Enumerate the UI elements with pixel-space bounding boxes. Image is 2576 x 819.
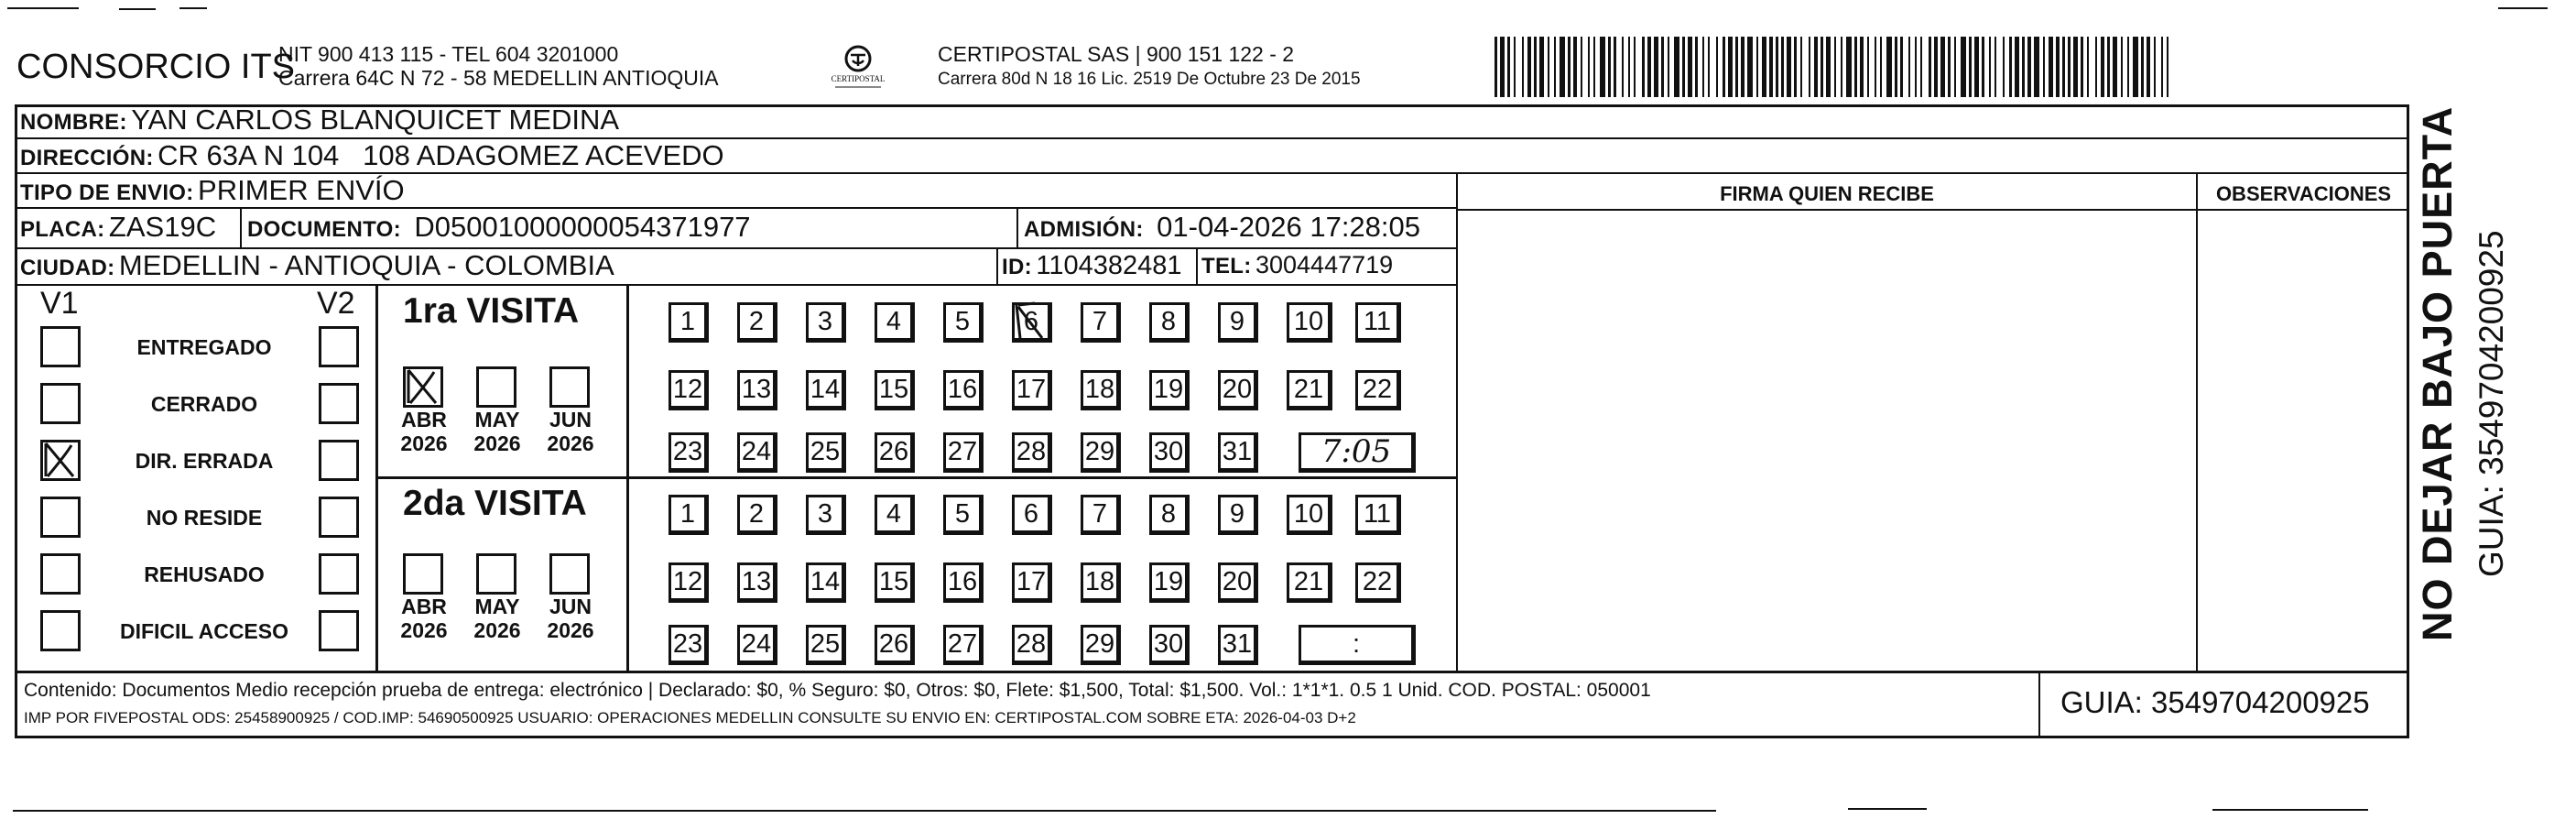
visit1-day-18[interactable]: 18 [1081,370,1121,410]
visit1-day-20[interactable]: 20 [1218,370,1258,410]
document-row [247,211,751,244]
v1-checkbox[interactable] [40,497,81,538]
visit2-month-checkbox[interactable] [403,553,443,595]
visit2-day-2[interactable]: 2 [737,495,777,535]
address-row [20,139,724,172]
v2-checkbox[interactable] [319,440,359,481]
id-label: ID: [1002,255,1032,279]
visit1-day-16[interactable]: 16 [943,370,984,410]
barcode [1495,37,2178,97]
v1-checkbox[interactable] [40,440,81,481]
visit2-day-16[interactable]: 16 [943,562,984,603]
scan-mark [119,8,156,10]
visit2-day-6[interactable]: 6 [1012,495,1052,535]
visit2-day-23[interactable]: 23 [668,625,709,665]
v2-label: V2 [317,286,355,321]
visit2-day-5[interactable]: 5 [943,495,984,535]
scan-mark [7,7,79,9]
visit1-day-9[interactable]: 9 [1218,302,1258,343]
scan-mark [179,7,207,9]
visit2-day-8[interactable]: 8 [1149,495,1190,535]
visit1-day-21[interactable]: 21 [1287,370,1332,410]
visit2-day-11[interactable]: 11 [1355,495,1401,535]
visit1-day-27[interactable]: 27 [943,432,984,473]
name-row [20,104,619,136]
visit2-month-checkbox[interactable] [476,553,516,595]
visit2-day-22[interactable]: 22 [1355,562,1401,603]
visit1-day-4[interactable]: 4 [875,302,915,343]
visit1-day-29[interactable]: 29 [1081,432,1121,473]
visit1-day-22[interactable]: 22 [1355,370,1401,410]
visit2-month-label: JUN [549,595,592,618]
visit1-day-7[interactable]: 7 [1081,302,1121,343]
visit1-day-5[interactable]: 5 [943,302,984,343]
visit1-month-year: 2026 [473,431,521,455]
address-value: CR 63A N 104 108 ADAGOMEZ ACEVEDO [158,139,724,171]
visit1-month-year: 2026 [400,431,448,455]
signature-area[interactable] [1460,213,2194,669]
visit1-day-26[interactable]: 26 [875,432,915,473]
status-label: DIFICIL ACCESO [119,619,288,643]
visit1-day-1[interactable]: 1 [668,302,709,343]
v1-checkbox[interactable] [40,610,81,651]
visit1-title: 1ra VISITA [403,291,580,331]
id-row [1002,251,1182,281]
plate-value: ZAS19C [108,211,217,243]
v1-checkbox[interactable] [40,326,81,367]
visit2-day-24[interactable]: 24 [737,625,777,665]
certipostal-logo [819,42,897,92]
visit1-day-30[interactable]: 30 [1149,432,1190,473]
city-value: MEDELLIN - ANTIOQUIA - COLOMBIA [118,249,614,281]
visit2-day-30[interactable]: 30 [1149,625,1190,665]
certipostal-line2: Carrera 80d N 18 16 Lic. 2519 De Octubre 23 De 2015 [938,70,1361,89]
shipping-row [20,174,405,207]
v2-checkbox[interactable] [319,497,359,538]
visit2-day-1[interactable]: 1 [668,495,709,535]
address-label: DIRECCIÓN: [20,146,154,170]
visit1-day-13[interactable]: 13 [737,370,777,410]
visit2-day-4[interactable]: 4 [875,495,915,535]
visit2-month-checkbox[interactable] [549,553,590,595]
visit1-day-10[interactable]: 10 [1287,302,1332,343]
name-label: NOMBRE: [20,110,127,135]
tel-value: 3004447719 [1255,251,1394,278]
shipping-label: TIPO DE ENVIO: [20,180,194,205]
v2-checkbox[interactable] [319,326,359,367]
city-label: CIUDAD: [20,256,115,280]
visit1-day-25[interactable]: 25 [806,432,846,473]
observations-header: OBSERVACIONES [2215,182,2392,205]
id-value: 1104382481 [1036,251,1182,280]
visit2-day-29[interactable]: 29 [1081,625,1121,665]
side-guia: GUIA: 3549704200925 [2473,230,2510,577]
visit2-day-14[interactable]: 14 [806,562,846,603]
v2-checkbox[interactable] [319,553,359,595]
visit2-month-year: 2026 [547,618,594,642]
visit1-month-label: ABR [401,408,447,431]
visit2-day-27[interactable]: 27 [943,625,984,665]
visit2-day-28[interactable]: 28 [1012,625,1052,665]
visit1-month-checkbox[interactable] [403,366,443,408]
scan-edge [13,810,1716,812]
visit1-time-box[interactable]: 7:05 [1299,432,1416,473]
visit2-day-17[interactable]: 17 [1012,562,1052,603]
visit1-month-label: JUN [549,408,592,431]
visit1-day-12[interactable]: 12 [668,370,709,410]
admission-value: 01-04-2026 17:28:05 [1157,211,1421,243]
scan-edge [2212,809,2368,811]
v1-checkbox[interactable] [40,383,81,424]
visit1-day-8[interactable]: 8 [1149,302,1190,343]
company-address: Carrera 64C N 72 - 58 MEDELLIN ANTIOQUIA [278,66,719,90]
visit2-month-year: 2026 [473,618,521,642]
v2-checkbox[interactable] [319,383,359,424]
admission-row [1024,211,1420,244]
v1-checkbox[interactable] [40,553,81,595]
visit2-day-3[interactable]: 3 [806,495,846,535]
v1-label: V1 [40,286,79,321]
footer-content: Contenido: Documentos Medio recepción prueba de entrega: electrónico | Declarado: $0, % Seguro: $0, Otros: $0, Flete: $1,500, Total: $1,500. Vol.: 1*1*1. 0.5 1 Unid. COD. POSTAL: 050001 [24,680,1651,701]
visit2-day-10[interactable]: 10 [1287,495,1332,535]
v2-checkbox[interactable] [319,610,359,651]
status-label: ENTREGADO [136,335,272,359]
visit2-day-7[interactable]: 7 [1081,495,1121,535]
visit1-day-3[interactable]: 3 [806,302,846,343]
visit1-day-17[interactable]: 17 [1012,370,1052,410]
tel-label: TEL: [1201,254,1252,278]
visit1-day-28[interactable]: 28 [1012,432,1052,473]
visit2-day-12[interactable]: 12 [668,562,709,603]
visit2-day-31[interactable]: 31 [1218,625,1258,665]
visit1-day-24[interactable]: 24 [737,432,777,473]
visit1-month-checkbox[interactable] [476,366,516,408]
logo-text: CERTIPOSTAL [831,74,886,83]
visit2-title: 2da VISITA [403,484,587,523]
visit2-day-21[interactable]: 21 [1287,562,1332,603]
visit2-time-box[interactable]: : [1299,625,1416,665]
document-label: DOCUMENTO: [247,217,401,242]
footer-imp: IMP POR FIVEPOSTAL ODS: 25458900925 / COD.IMP: 54690500925 USUARIO: OPERACIONES MEDELLIN CONSULTE SU ENVIO EN: CERTIPOSTAL.COM SOBRE ETA: 2026-04-03 D+2 [24,709,1356,726]
visit1-month-label: MAY [474,408,520,431]
plate-row [20,211,216,244]
visit2-month-year: 2026 [400,618,448,642]
company-nit: NIT 900 413 115 - TEL 604 3201000 [278,42,619,66]
status-label: CERRADO [150,392,258,416]
tel-row [1201,251,1393,279]
signature-header: FIRMA QUIEN RECIBE [1720,182,1934,205]
side-warning: NO DEJAR BAJO PUERTA [2414,105,2461,641]
visit1-month-year: 2026 [547,431,594,455]
admission-label: ADMISIÓN: [1024,217,1144,242]
document-value: D05001000000054371977 [414,211,751,243]
visit2-day-9[interactable]: 9 [1218,495,1258,535]
visit2-month-label: ABR [401,595,447,618]
visit2-day-13[interactable]: 13 [737,562,777,603]
visit1-day-11[interactable]: 11 [1355,302,1401,343]
visit2-day-19[interactable]: 19 [1149,562,1190,603]
visit1-day-2[interactable]: 2 [737,302,777,343]
shipping-value: PRIMER ENVÍO [198,174,405,206]
visit1-day-31[interactable]: 31 [1218,432,1258,473]
visit1-day-23[interactable]: 23 [668,432,709,473]
status-label: NO RESIDE [146,506,263,530]
visit1-day-19[interactable]: 19 [1149,370,1190,410]
visit1-day-15[interactable]: 15 [875,370,915,410]
status-label: DIR. ERRADA [135,449,274,473]
visit2-day-15[interactable]: 15 [875,562,915,603]
name-value: YAN CARLOS BLANQUICET MEDINA [131,104,620,136]
visit2-day-18[interactable]: 18 [1081,562,1121,603]
certipostal-line1: CERTIPOSTAL SAS | 900 151 122 - 2 [938,42,1295,66]
visit1-day-6[interactable]: 6 [1012,302,1052,343]
visit2-day-20[interactable]: 20 [1218,562,1258,603]
scan-mark [2498,7,2548,9]
plate-label: PLACA: [20,217,105,242]
scan-edge [1848,808,1927,810]
visit2-month-label: MAY [474,595,520,618]
visit2-day-26[interactable]: 26 [875,625,915,665]
company-name: CONSORCIO ITS [16,48,296,86]
visit2-day-25[interactable]: 25 [806,625,846,665]
footer-guia: GUIA: 3549704200925 [2060,685,2370,719]
visit1-day-14[interactable]: 14 [806,370,846,410]
observations-area[interactable] [2200,213,2408,669]
city-row [20,249,614,282]
visit1-month-checkbox[interactable] [549,366,590,408]
status-label: REHUSADO [144,562,265,586]
